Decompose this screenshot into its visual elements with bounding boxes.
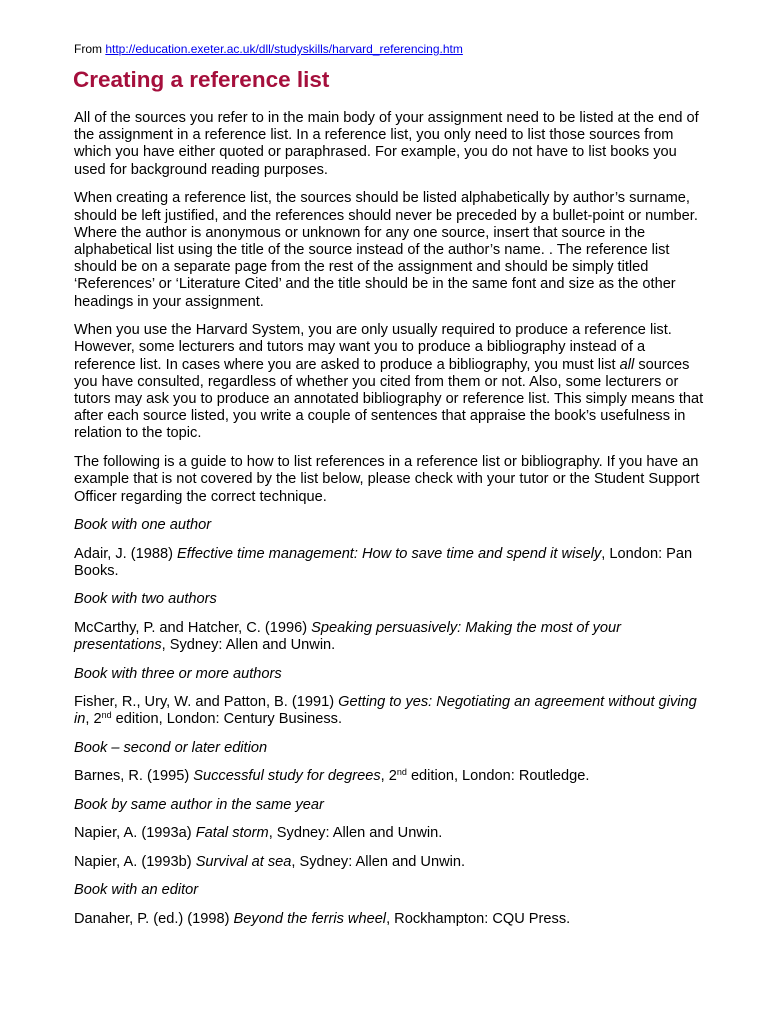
reference-examples <box>74 517 704 928</box>
reference-edition: , 2 <box>380 768 397 785</box>
intro-paragraph: All of the sources you refer to in the main body of your assignment need to be listed at the end of the assignment in a reference list. In a reference list, you only need to list those sources from which you have either quoted or paraphrased. For example, you do not have to list books you used for background reading purposes. <box>74 110 699 178</box>
document-body <box>74 110 704 939</box>
reference-edition-suffix: nd <box>101 710 112 721</box>
reference-publisher: , London: Pan Books. <box>74 545 693 579</box>
section-heading: Book – second or later edition <box>74 739 268 756</box>
guidelines-paragraph: When creating a reference list, the sources should be listed alphabetically by author’s surname, should be left justified, and the references should never be preceded by a bullet-point or number. Where the author is anonymous or unknown for any one source, insert that source in the alphabetical list using the title of the source instead of the author’s name. . The reference list should be on a separate page from the rest of the assignment and should be simply titled ‘References’ or ‘Literature Cited’ and the title should be in the same font and size as the other headings in your assignment. <box>74 190 698 310</box>
page-title: Creating a reference list <box>73 67 330 92</box>
reference-entry <box>74 911 704 928</box>
reference-author: Barnes, R. (1995) <box>74 768 194 785</box>
reference-title: Speaking persuasively: Making the most of your presentations <box>74 619 621 654</box>
reference-entry <box>74 620 704 654</box>
reference-publisher: , Sydney: Allen and Unwin. <box>268 825 443 842</box>
reference-author: Napier, A. (1993b) <box>74 853 196 870</box>
reference-entry <box>74 546 704 580</box>
reference-author: Adair, J. (1988) <box>74 545 178 562</box>
harvard-emphasis: all <box>619 356 635 373</box>
section-heading: Book with two authors <box>74 591 217 608</box>
reference-entry <box>74 854 704 871</box>
reference-publisher: , Rockhampton: CQU Press. <box>386 910 571 927</box>
reference-publisher: , Sydney: Allen and Unwin. <box>291 853 466 870</box>
reference-edition-suffix: nd <box>396 767 407 778</box>
reference-entry <box>74 768 704 785</box>
reference-author: McCarthy, P. and Hatcher, C. (1996) <box>74 619 312 636</box>
reference-title: Successful study for degrees <box>193 768 381 785</box>
harvard-paragraph <box>74 322 704 442</box>
reference-title: Beyond the ferris wheel <box>233 910 387 927</box>
section-heading: Book by same author in the same year <box>74 796 324 813</box>
source-link[interactable]: http://education.exeter.ac.uk/dll/studyskills/harvard_referencing.htm <box>105 42 463 56</box>
section-heading: Book with an editor <box>74 882 199 899</box>
reference-entry <box>74 694 704 728</box>
section-heading: Book with three or more authors <box>74 665 282 682</box>
reference-title: Survival at sea <box>195 853 292 870</box>
reference-edition: , 2 <box>85 711 102 728</box>
reference-publisher: , Sydney: Allen and Unwin. <box>161 637 336 654</box>
reference-title: Effective time management: How to save time and spend it wisely <box>177 545 602 562</box>
reference-author: Napier, A. (1993a) <box>74 825 196 842</box>
reference-author: Fisher, R., Ury, W. and Patton, B. (1991) <box>74 694 339 711</box>
section-heading: Book with one author <box>74 517 212 534</box>
guide-paragraph: The following is a guide to how to list references in a reference list or bibliography. If you have an example that is not covered by the list below, please check with your tutor or the Student Support Officer regarding the correct technique. <box>74 454 700 505</box>
reference-publisher: edition, London: Century Business. <box>111 711 343 728</box>
reference-title: Getting to yes: Negotiating an agreement without giving in <box>74 694 697 728</box>
harvard-text-before: When you use the Harvard System, you are only usually required to produce a reference list. However, some lecturers and tutors may want you to produce a bibliography instead of a reference list. In cases where you are asked to produce a bibliography, you must list <box>74 322 672 373</box>
reference-title: Fatal storm <box>195 825 269 842</box>
source-prefix: From <box>74 42 106 56</box>
reference-author: Danaher, P. (ed.) (1998) <box>74 910 234 927</box>
harvard-text-after: sources you have consulted, regardless of whether you cited from them or not. Also, some lecturers or tutors may ask you to produce an annotated bibliography or reference list. This simply means that after each source listed, you write a couple of sentences that appraise the book’s usefulness in relation to the topic. <box>74 356 704 442</box>
reference-publisher: edition, London: Routledge. <box>406 768 590 785</box>
source-line <box>74 42 463 57</box>
reference-entry <box>74 825 704 842</box>
